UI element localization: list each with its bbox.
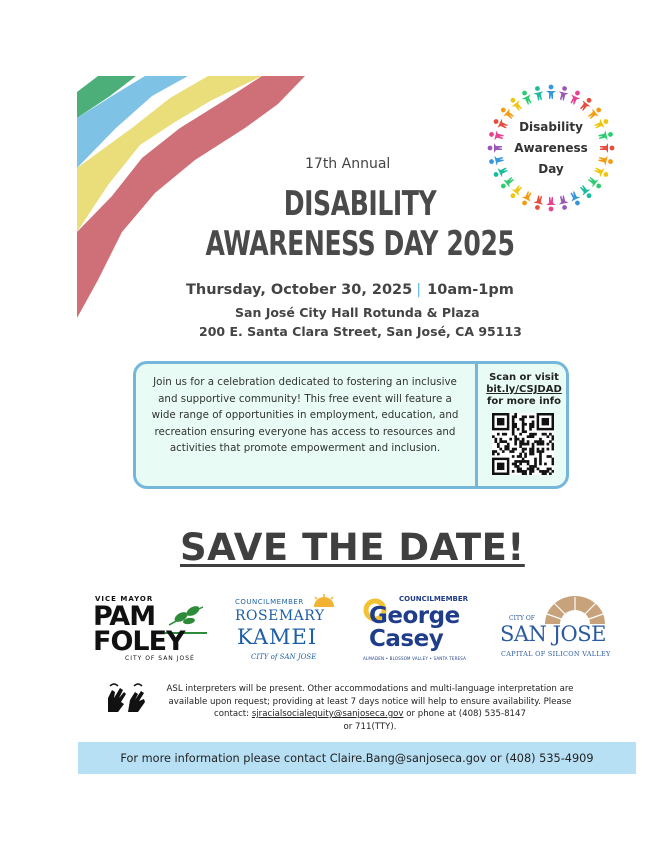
person-figure	[578, 183, 595, 200]
date-time-row	[186, 282, 514, 298]
foley-title: VICE MAYOR	[95, 595, 154, 603]
event-info-box	[133, 361, 569, 489]
person-figure	[532, 195, 545, 211]
person-figure	[586, 175, 603, 192]
accessibility-line-1: ASL interpreters will be present. Other accommodations and multi-language interpretation are	[166, 684, 574, 694]
contact-prefix: contact:	[214, 709, 252, 719]
kamei-last-name: KAMEI	[237, 625, 318, 649]
accessibility-notice	[150, 683, 590, 733]
city-of-san-jose-logo	[500, 594, 615, 666]
accessibility-line-4: or 711(TTY).	[343, 721, 397, 732]
accessibility-line-2: available upon request; providing at least 7 days notice will help to ensure availability. Please	[168, 696, 572, 707]
councilmember-kamei-logo	[235, 594, 340, 666]
foley-last-name: FOLEY	[93, 626, 185, 657]
councilmember-casey-logo	[361, 592, 481, 668]
person-figure	[557, 195, 570, 211]
contact-footer	[78, 742, 636, 774]
person-figure	[532, 85, 545, 101]
save-the-date-heading: SAVE THE DATE!	[180, 526, 525, 569]
event-date: Thursday, October 30, 2025	[186, 282, 413, 298]
badge-line-1: Disability	[519, 120, 583, 134]
person-figure	[546, 85, 556, 99]
person-figure	[498, 105, 515, 122]
vice-mayor-foley-logo	[93, 595, 213, 665]
foley-city: CITY OF SAN JOSÉ	[125, 655, 195, 662]
date-separator: |	[416, 282, 422, 298]
person-figure	[568, 190, 583, 207]
kamei-city: CITY of SAN JOSE	[251, 653, 317, 661]
person-figure	[508, 95, 525, 112]
person-figure	[586, 105, 603, 122]
annual-label: 17th Annual	[305, 156, 391, 172]
event-time: 10am-1pm	[427, 282, 514, 298]
event-title-line-1: DISABILITY	[283, 184, 437, 224]
sj-name: SAN JOSE	[500, 622, 606, 646]
short-link[interactable]: bit.ly/CSJDAD	[486, 384, 562, 395]
more-info-label: for more info	[487, 396, 561, 407]
foley-first-name: PAM	[93, 601, 156, 632]
person-figure	[519, 89, 534, 106]
person-figure	[546, 197, 556, 211]
accessibility-line-3	[150, 708, 590, 721]
badge-line-2: Awareness	[514, 141, 588, 155]
sun-icon	[311, 594, 337, 608]
person-figure	[557, 85, 570, 101]
qr-code-icon[interactable]	[492, 413, 554, 475]
kamei-first-name: ROSEMARY	[235, 608, 325, 624]
casey-first-name: George	[369, 603, 460, 629]
person-figure	[578, 95, 595, 112]
person-figure	[568, 89, 583, 106]
phone-text: or phone at (408) 535-8147	[403, 709, 526, 719]
rainbow-stripes-graphic	[0, 0, 320, 330]
sj-tagline: CAPITAL OF SILICON VALLEY	[501, 650, 611, 658]
sj-city-of: CITY OF	[509, 615, 535, 622]
event-venue: San José City Hall Rotunda & Plaza	[235, 305, 480, 320]
equity-email-link[interactable]: sjracialsocialequity@sanjoseca.gov	[251, 709, 404, 719]
event-title-line-2: AWARENESS DAY 2025	[205, 224, 515, 264]
casey-districts: ALMADEN • BLOSSOM VALLEY • SANTA TERESA	[363, 656, 467, 661]
casey-title: COUNCILMEMBER	[399, 595, 469, 603]
badge-line-3: Day	[538, 162, 564, 176]
event-address: 200 E. Santa Clara Street, San José, CA 95113	[199, 324, 522, 339]
casey-last-name: Casey	[369, 626, 444, 652]
footer-text: For more information please contact Claire.Bang@sanjoseca.gov or (408) 535-4909	[120, 751, 594, 765]
kamei-title: COUNCILMEMBER	[235, 598, 304, 606]
scan-info	[478, 372, 570, 408]
sign-language-icon	[104, 682, 148, 716]
event-description: Join us for a celebration dedicated to fostering an inclusive and supportive community! This free event will feature a wide range of opportunities in employment, education, and recreation ensuring everyone has access to resources and activities that promote empowerment and inclusion.	[151, 376, 459, 455]
scan-label: Scan or visit	[489, 372, 559, 383]
